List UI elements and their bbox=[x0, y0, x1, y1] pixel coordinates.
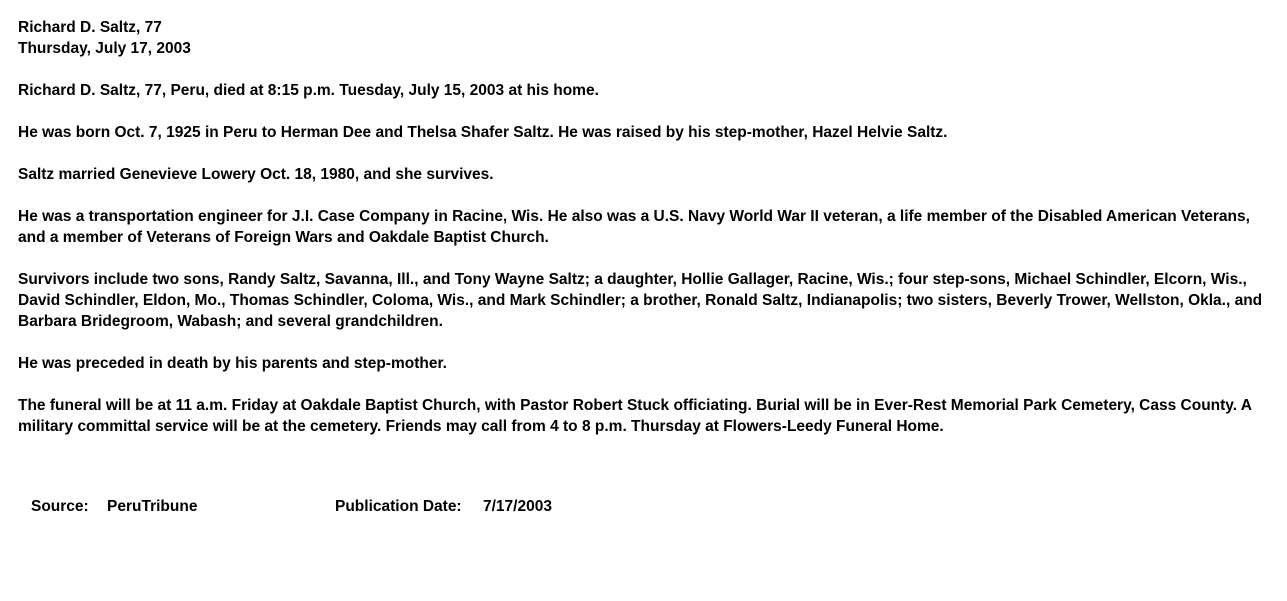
paragraph-funeral: The funeral will be at 11 a.m. Friday at Oakdale Baptist Church, with Pastor Robert Stuck officiating. Burial will be in Ever-Rest Memorial Park Cemetery, Cass County. A military committal service will be at the cemetery. Friends may call from 4 to 8 p.m. Thursday at Flowers-Leedy Funeral Home. bbox=[18, 397, 1252, 435]
source-value: PeruTribune bbox=[107, 498, 198, 515]
publication-date-label: Publication Date: bbox=[335, 498, 462, 515]
obituary-heading bbox=[18, 17, 1280, 59]
paragraph-preceded: He was preceded in death by his parents and step-mother. bbox=[18, 355, 447, 372]
paragraph-career: He was a transportation engineer for J.I. Case Company in Racine, Wis. He also was a U.S. Navy World War II veteran, a life member of the Disabled American Veterans, and a member of Veterans of Foreign Wars and Oakdale Baptist Church. bbox=[18, 208, 1250, 246]
publication-date-value: 7/17/2003 bbox=[483, 498, 552, 515]
source-footer bbox=[31, 496, 1031, 601]
obituary-document bbox=[18, 17, 1280, 458]
paragraph-death-notice: Richard D. Saltz, 77, Peru, died at 8:15 p.m. Tuesday, July 15, 2003 at his home. bbox=[18, 82, 599, 99]
obituary-name-line: Richard D. Saltz, 77 bbox=[18, 19, 162, 36]
obituary-date-line: Thursday, July 17, 2003 bbox=[18, 40, 191, 57]
paragraph-marriage: Saltz married Genevieve Lowery Oct. 18, 1980, and she survives. bbox=[18, 166, 494, 183]
paragraph-birth: He was born Oct. 7, 1925 in Peru to Herman Dee and Thelsa Shafer Saltz. He was raised by his step-mother, Hazel Helvie Saltz. bbox=[18, 124, 948, 141]
source-label: Source: bbox=[31, 498, 89, 515]
paragraph-survivors: Survivors include two sons, Randy Saltz, Savanna, Ill., and Tony Wayne Saltz; a daughter, Hollie Gallager, Racine, Wis.; four step-sons, Michael Schindler, Elcorn, Wis., David Schindler, Eldon, Mo., Thomas Schindler, Coloma, Wis., and Mark Schindler; a brother, Ronald Saltz, Indianapolis; two sisters, Beverly Trower, Wellston, Okla., and Barbara Bridegroom, Wabash; and several grandchildren. bbox=[18, 271, 1263, 330]
